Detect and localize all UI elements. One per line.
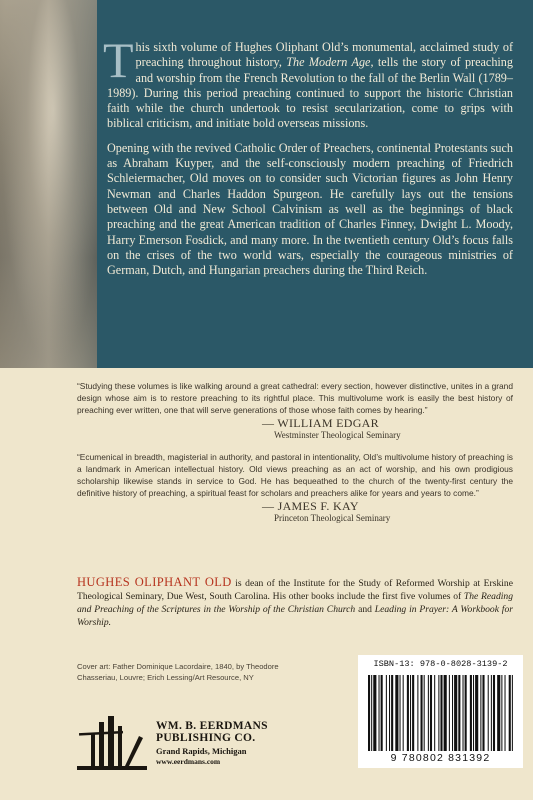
- barcode-bar: [428, 675, 429, 751]
- cover-art-credit: Cover art: Father Dominique Lacordaire, 1840, by Theodore Chasseriau, Louvre; Erich Lessing/Art Resource, NY: [77, 662, 279, 682]
- barcode-bar: [440, 675, 442, 751]
- barcode-bar: [493, 675, 495, 751]
- barcode-bar: [497, 675, 500, 751]
- description-paragraph-1: [103, 32, 513, 132]
- barcode-bar: [391, 675, 393, 751]
- author-name: HUGHES OLIPHANT OLD: [77, 575, 232, 589]
- barcode-area: [358, 655, 523, 768]
- barcode-bar: [473, 675, 474, 751]
- publisher-name: [156, 720, 268, 767]
- barcode-bar: [491, 675, 492, 751]
- barcode-bar: [424, 675, 425, 751]
- barcode-bar: [458, 675, 460, 751]
- barcode-bar: [400, 675, 401, 751]
- endorsement-attribution: [262, 499, 513, 524]
- barcode-bar: [449, 675, 450, 751]
- barcode-bar: [381, 675, 383, 751]
- barcode-bar: [475, 675, 478, 751]
- barcode-bar: [403, 675, 404, 751]
- barcode-bar: [501, 675, 502, 751]
- isbn-label: ISBN-13: 978-0-8028-3139-2: [373, 659, 508, 669]
- barcode-bar: [368, 675, 370, 751]
- barcode-bar: [389, 675, 390, 751]
- bio-text-1: is dean of the Institute for the Study of Reformed Worship at Erskine Theological Seminary, Due West, South Carolina. His other books include the first five volumes of: [77, 578, 513, 602]
- barcode-bar: [488, 675, 489, 751]
- publisher-city: Grand Rapids, Michigan: [156, 746, 247, 756]
- book-title-italic: The Modern Age,: [286, 55, 374, 70]
- endorser-institution: Princeton Theological Seminary: [274, 513, 391, 523]
- barcode-bar: [463, 675, 464, 751]
- books-logo-icon: [77, 712, 147, 770]
- endorsement-text: “Studying these volumes is like walking around a great cathedral: every section, however distinctive, unites in a grand design whose aim is to restore preaching to its rightful place. This multivolume work is easily the best history of preaching ever written, one that will serve generations of those whose faith comes by hearing.”: [77, 381, 513, 415]
- endorsement-kay: [77, 451, 513, 524]
- barcode-bar: [505, 675, 506, 751]
- bio-book-title-1: The Reading and Preaching of the Scriptures in the Worship of the Christian Church: [77, 591, 514, 615]
- barcode-bar: [386, 675, 387, 751]
- barcode-bar: [379, 675, 380, 751]
- publisher-line-1: WM. B. EERDMANS: [156, 720, 268, 732]
- barcode-number: 9 780802 831392: [390, 752, 491, 764]
- barcode-bar: [482, 675, 484, 751]
- description-text-1a: his sixth volume of Hughes Oliphant Old’s monumental, acclaimed study of preaching throughout history,: [135, 40, 513, 70]
- barcode-bar: [410, 675, 411, 751]
- barcode-bar: [444, 675, 447, 751]
- description-text-1b: tells the story of preaching and worship from the French Revolution to the fall of the Berlin Wall (1789–1989). During this period preaching continued to support the historic Christian faith while the church undertook to resist secularization, come to grips with biblical criticism, and initiate bold overseas missions.: [107, 55, 513, 131]
- drop-cap: T: [103, 32, 134, 88]
- barcode-bar: [407, 675, 409, 751]
- endorsements: [77, 380, 513, 534]
- publisher-logo: [77, 712, 287, 772]
- barcode-bar: [509, 675, 511, 751]
- barcode-bar: [430, 675, 432, 751]
- publisher-website: www.eerdmans.com: [156, 757, 221, 766]
- description-panel: [97, 0, 533, 368]
- author-bio: [77, 576, 513, 629]
- barcode-bar: [465, 675, 467, 751]
- barcode-bar: [452, 675, 453, 751]
- publisher-line-2: PUBLISHING CO.: [156, 732, 256, 744]
- cover-painting-detail: [0, 0, 97, 368]
- endorser-name: — JAMES F. KAY: [262, 499, 359, 513]
- endorsement-edgar: [77, 380, 513, 441]
- barcode-bar: [371, 675, 372, 751]
- barcode-bar: [412, 675, 414, 751]
- description-paragraph-2: Opening with the revived Catholic Order of Preachers, continental Protestants such as Abraham Kuyper, and the self-consciously modern preaching of Friedrich Schleiermacher, Old moves on to consider such Victorian figures as John Henry Newman and Charles Haddon Spurgeon. He carefully lays out the tensions between Old and New School Calvinism as well as the beginnings of black preaching and the great American tradition of Charles Finney, Dwight L. Moody, Harry Emerson Fosdick, and many more. In the twentieth century Old’s focus falls on the crises of the two world wars, especially the courageous ministries of German, Dutch, and Hungarian preachers during the Third Reich.: [107, 140, 513, 278]
- barcode-icon: [366, 675, 515, 753]
- endorser-institution: Westminster Theological Seminary: [274, 430, 401, 440]
- bio-text-2: and: [355, 604, 375, 615]
- endorsement-text: “Ecumenical in breadth, magisterial in authority, and pastoral in intentionality, Old’s multivolume history of preaching is a landmark in American intellectual history. Old views preaching as an act of worship, and his own prodigious scholarship likewise stands in service to God. He has bequeathed to the church of the twenty-first century the definitive history of preaching, a spiritual feast for scholars and preachers alike for years and years to come.”: [77, 452, 513, 498]
- barcode-bar: [512, 675, 513, 751]
- barcode-bar: [421, 675, 423, 751]
- barcode-bar: [395, 675, 398, 751]
- endorser-name: — WILLIAM EDGAR: [262, 416, 379, 430]
- barcode-bar: [480, 675, 481, 751]
- barcode-bar: [470, 675, 472, 751]
- barcode-bar: [438, 675, 439, 751]
- barcode-bar: [454, 675, 457, 751]
- bio-book-title-2: Leading in Prayer: A Workbook for Worship.: [77, 604, 514, 628]
- barcode-bar: [373, 675, 376, 751]
- endorsement-attribution: [262, 416, 513, 441]
- barcode-bar: [417, 675, 418, 751]
- barcode-bar: [434, 675, 435, 751]
